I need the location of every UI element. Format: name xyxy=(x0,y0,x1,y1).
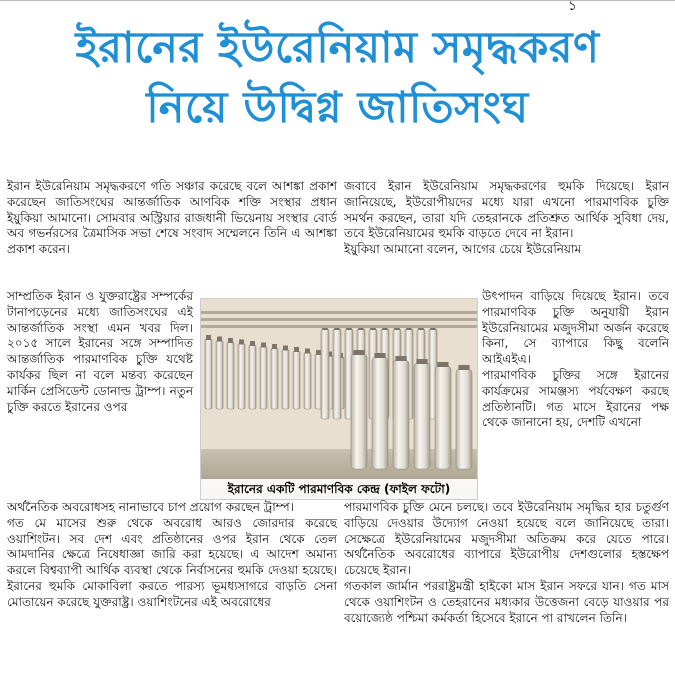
centrifuge-cap xyxy=(437,362,448,367)
centrifuge-cylinder xyxy=(216,341,223,410)
paragraph: অর্থনৈতিক অবরোধসহ নানাভাবে চাপ প্রয়োগ করছেন ট্রাম্প। xyxy=(7,500,294,514)
paragraph: গতকাল জার্মান পররাষ্ট্রমন্ত্রী হাইকো মাস ইরান সফরে যান। গত মাস থেকে ওয়াশিংটন ও তেহরানের মধ্যকার উত্তেজনা বেড়ে যাওয়ার পর বয়োজ্যেষ্ঠ পশ্চিমা কর্মকর্তা হিসেবে ইরানে পা রাখলেন তিনি। xyxy=(344,578,669,625)
centrifuge-cap xyxy=(353,350,364,355)
page-top-strip xyxy=(0,0,675,15)
centrifuge-cylinder xyxy=(321,329,329,419)
centrifuge-cylinder xyxy=(304,353,311,410)
centrifuge-cylinder xyxy=(414,363,430,469)
centrifuge-cap xyxy=(228,338,233,343)
headline-line-2: নিয়ে উদ্বিগ্ন জাতিসংঘ xyxy=(146,83,529,133)
paragraph: পারমাণবিক চুক্তির সঙ্গে ইরানের কার্যক্রমের সামঞ্জস্য পর্যবেক্ষণ করছে প্রতিষ্ঠানটি। গত মাসে ইরানের পক্ষ থেকে জানানো হয়, দেশটি এখনো xyxy=(482,367,669,430)
centrifuge-cylinder xyxy=(456,369,472,469)
centrifuge-cylinder xyxy=(227,342,234,409)
centrifuge-cap xyxy=(206,335,211,340)
centrifuge-cap xyxy=(305,349,310,354)
article-left-narrow xyxy=(7,289,193,527)
paragraph: জবাবে ইরান ইউরেনিয়াম সমৃদ্ধকরণের হুমকি দিয়েছে। ইরান জানিয়েছে, ইউরোপীয়দের মধ্যে যারা এখনো পারমাণবিক চুক্তি সমর্থন করছেন, তারা যদি তেহরানকে প্রতিশ্রুত আর্থিক সুবিধা দেয়, তবে ইউরেনিয়ামের হুমকি বাড়তে দেবে না ইরান। xyxy=(344,179,669,241)
centrifuge-cylinder xyxy=(249,345,256,409)
page-number-mark: ১ xyxy=(567,0,577,14)
centrifuge-cylinder xyxy=(293,351,300,409)
article-left-top xyxy=(7,179,337,291)
overhead-pipe xyxy=(201,311,477,314)
centrifuge-cap xyxy=(374,353,385,358)
centrifuge-cap xyxy=(458,365,469,370)
centrifuge-cap xyxy=(261,343,266,348)
centrifuge-cap xyxy=(272,344,277,349)
centrifuge-cylinder xyxy=(282,350,289,410)
paragraph: সাম্প্রতিক ইরান ও যুক্তরাষ্ট্রের সম্পর্কের টানাপড়েনের মধ্যে জাতিসংঘের এই আন্তর্জাতিক সংস্থা এমন খবর দিল। ২০১৫ সালে ইরানের সঙ্গে সম্পাদিত আন্তর্জাতিক পারমাণবিক চুক্তি যথেষ্ট কার্যকর ছিল না বলে মন্তব্য করেছেন মার্কিন প্রেসিডেন্ট ডোনাল্ড ট্রাম্প। নতুন চুক্তি করতে ইরানের ওপর xyxy=(7,289,193,414)
centrifuge-cap xyxy=(395,356,406,361)
centrifuge-cap xyxy=(283,346,288,351)
article-right-top xyxy=(344,179,669,291)
centrifuge-cap xyxy=(239,340,244,345)
centrifuge-cap xyxy=(316,350,321,355)
centrifuge-cylinder xyxy=(260,347,267,410)
centrifuge-cylinder xyxy=(372,357,388,469)
centrifuge-cylinder xyxy=(238,344,245,410)
centrifuge-cylinder xyxy=(271,348,278,409)
centrifuge-cylinder xyxy=(393,360,409,469)
centrifuge-cylinder xyxy=(435,366,451,469)
paragraph: ইয়ুকিয়া আমানো বলেন, আগের চেয়ে ইউরেনিয়াম xyxy=(344,242,582,257)
centrifuge-cap xyxy=(250,341,255,346)
centrifuge-cylinder xyxy=(351,354,367,469)
centrifuge-cap xyxy=(217,337,222,342)
article-left-bottom xyxy=(7,500,337,690)
news-photo xyxy=(200,298,478,500)
centrifuge-cylinder xyxy=(333,329,341,419)
headline-line-1: ইরানের ইউরেনিয়াম সমৃদ্ধকরণ xyxy=(75,23,600,73)
article-right-narrow xyxy=(482,289,669,504)
centrifuge-cylinder xyxy=(205,339,212,409)
overhead-pipe xyxy=(201,318,477,321)
article-right-bottom xyxy=(344,500,669,690)
paragraph: গত মে মাসের শুরু থেকে অবরোধ আরও জোরদার করেছে ওয়াশিংটন। সব দেশ এবং প্রতিষ্ঠানের ওপর ইরান থেকে তেল আমদানির ক্ষেত্রে নিষেধাজ্ঞা জারি করা হয়েছে। এ আদেশ অমান্য করলে বিশ্বব্যাপী আর্থিক ব্যবস্থা থেকে নির্বাসনের হুমকি দেওয়া হয়েছে। ইরানের হুমকি মোকাবিলা করতে পারস্য ভূমধ্যসাগরে বাড়তি সেনা মোতায়েন করেছে যুক্তরাষ্ট্র। ওয়াশিংটনের এই অবরোধের xyxy=(7,515,337,609)
centrifuge-hall-image xyxy=(201,299,477,499)
headline xyxy=(0,18,675,138)
centrifuge-cap xyxy=(294,347,299,352)
paragraph: পারমাণবিক চুক্তি মেনে চলছে। তবে ইউরেনিয়াম সমৃদ্ধির হার চতুর্গুণ বাড়িয়ে দেওয়ার উদ্যোগ নেওয়া হয়েছে বলে জানিয়েছে তারা। সেক্ষেত্রে ইউরেনিয়ামের মজুদসীমা অতিক্রম করে যেতে পারে। অর্থনৈতিক অবরোধের ব্যাপারে ইউরোপীয় দেশগুলোর হস্তক্ষেপ চেয়েছে ইরান। xyxy=(344,500,669,578)
overhead-pipe xyxy=(201,325,477,328)
paragraph: উৎপাদন বাড়িয়ে দিয়েছে ইরান। তবে পারমাণবিক চুক্তি অনুযায়ী ইরান ইউরেনিয়ামের মজুদসীমা অর্জন করেছে কিনা, সে ব্যাপারে কিছু বলেনি আইএইএ। xyxy=(482,289,669,367)
paragraph: ইরান ইউরেনিয়াম সমৃদ্ধকরণে গতি সঞ্চার করেছে বলে আশঙ্কা প্রকাশ করেছেন জাতিসংঘের আন্তর্জাতিক আণবিক শক্তি সংস্থার প্রধান ইয়ুকিয়া আমানো। সোমবার অস্ট্রিয়ার রাজধানী ভিয়েনায় সংস্থার বোর্ড অব গভর্নরসের ত্রৈমাসিক সভা শেষে সংবাদ সম্মেলনে তিনি এ আশঙ্কা প্রকাশ করেন। xyxy=(7,179,337,257)
photo-caption: ইরানের একটি পারমাণবিক কেন্দ্র (ফাইল ফটো) xyxy=(201,479,477,499)
centrifuge-cap xyxy=(416,359,427,364)
